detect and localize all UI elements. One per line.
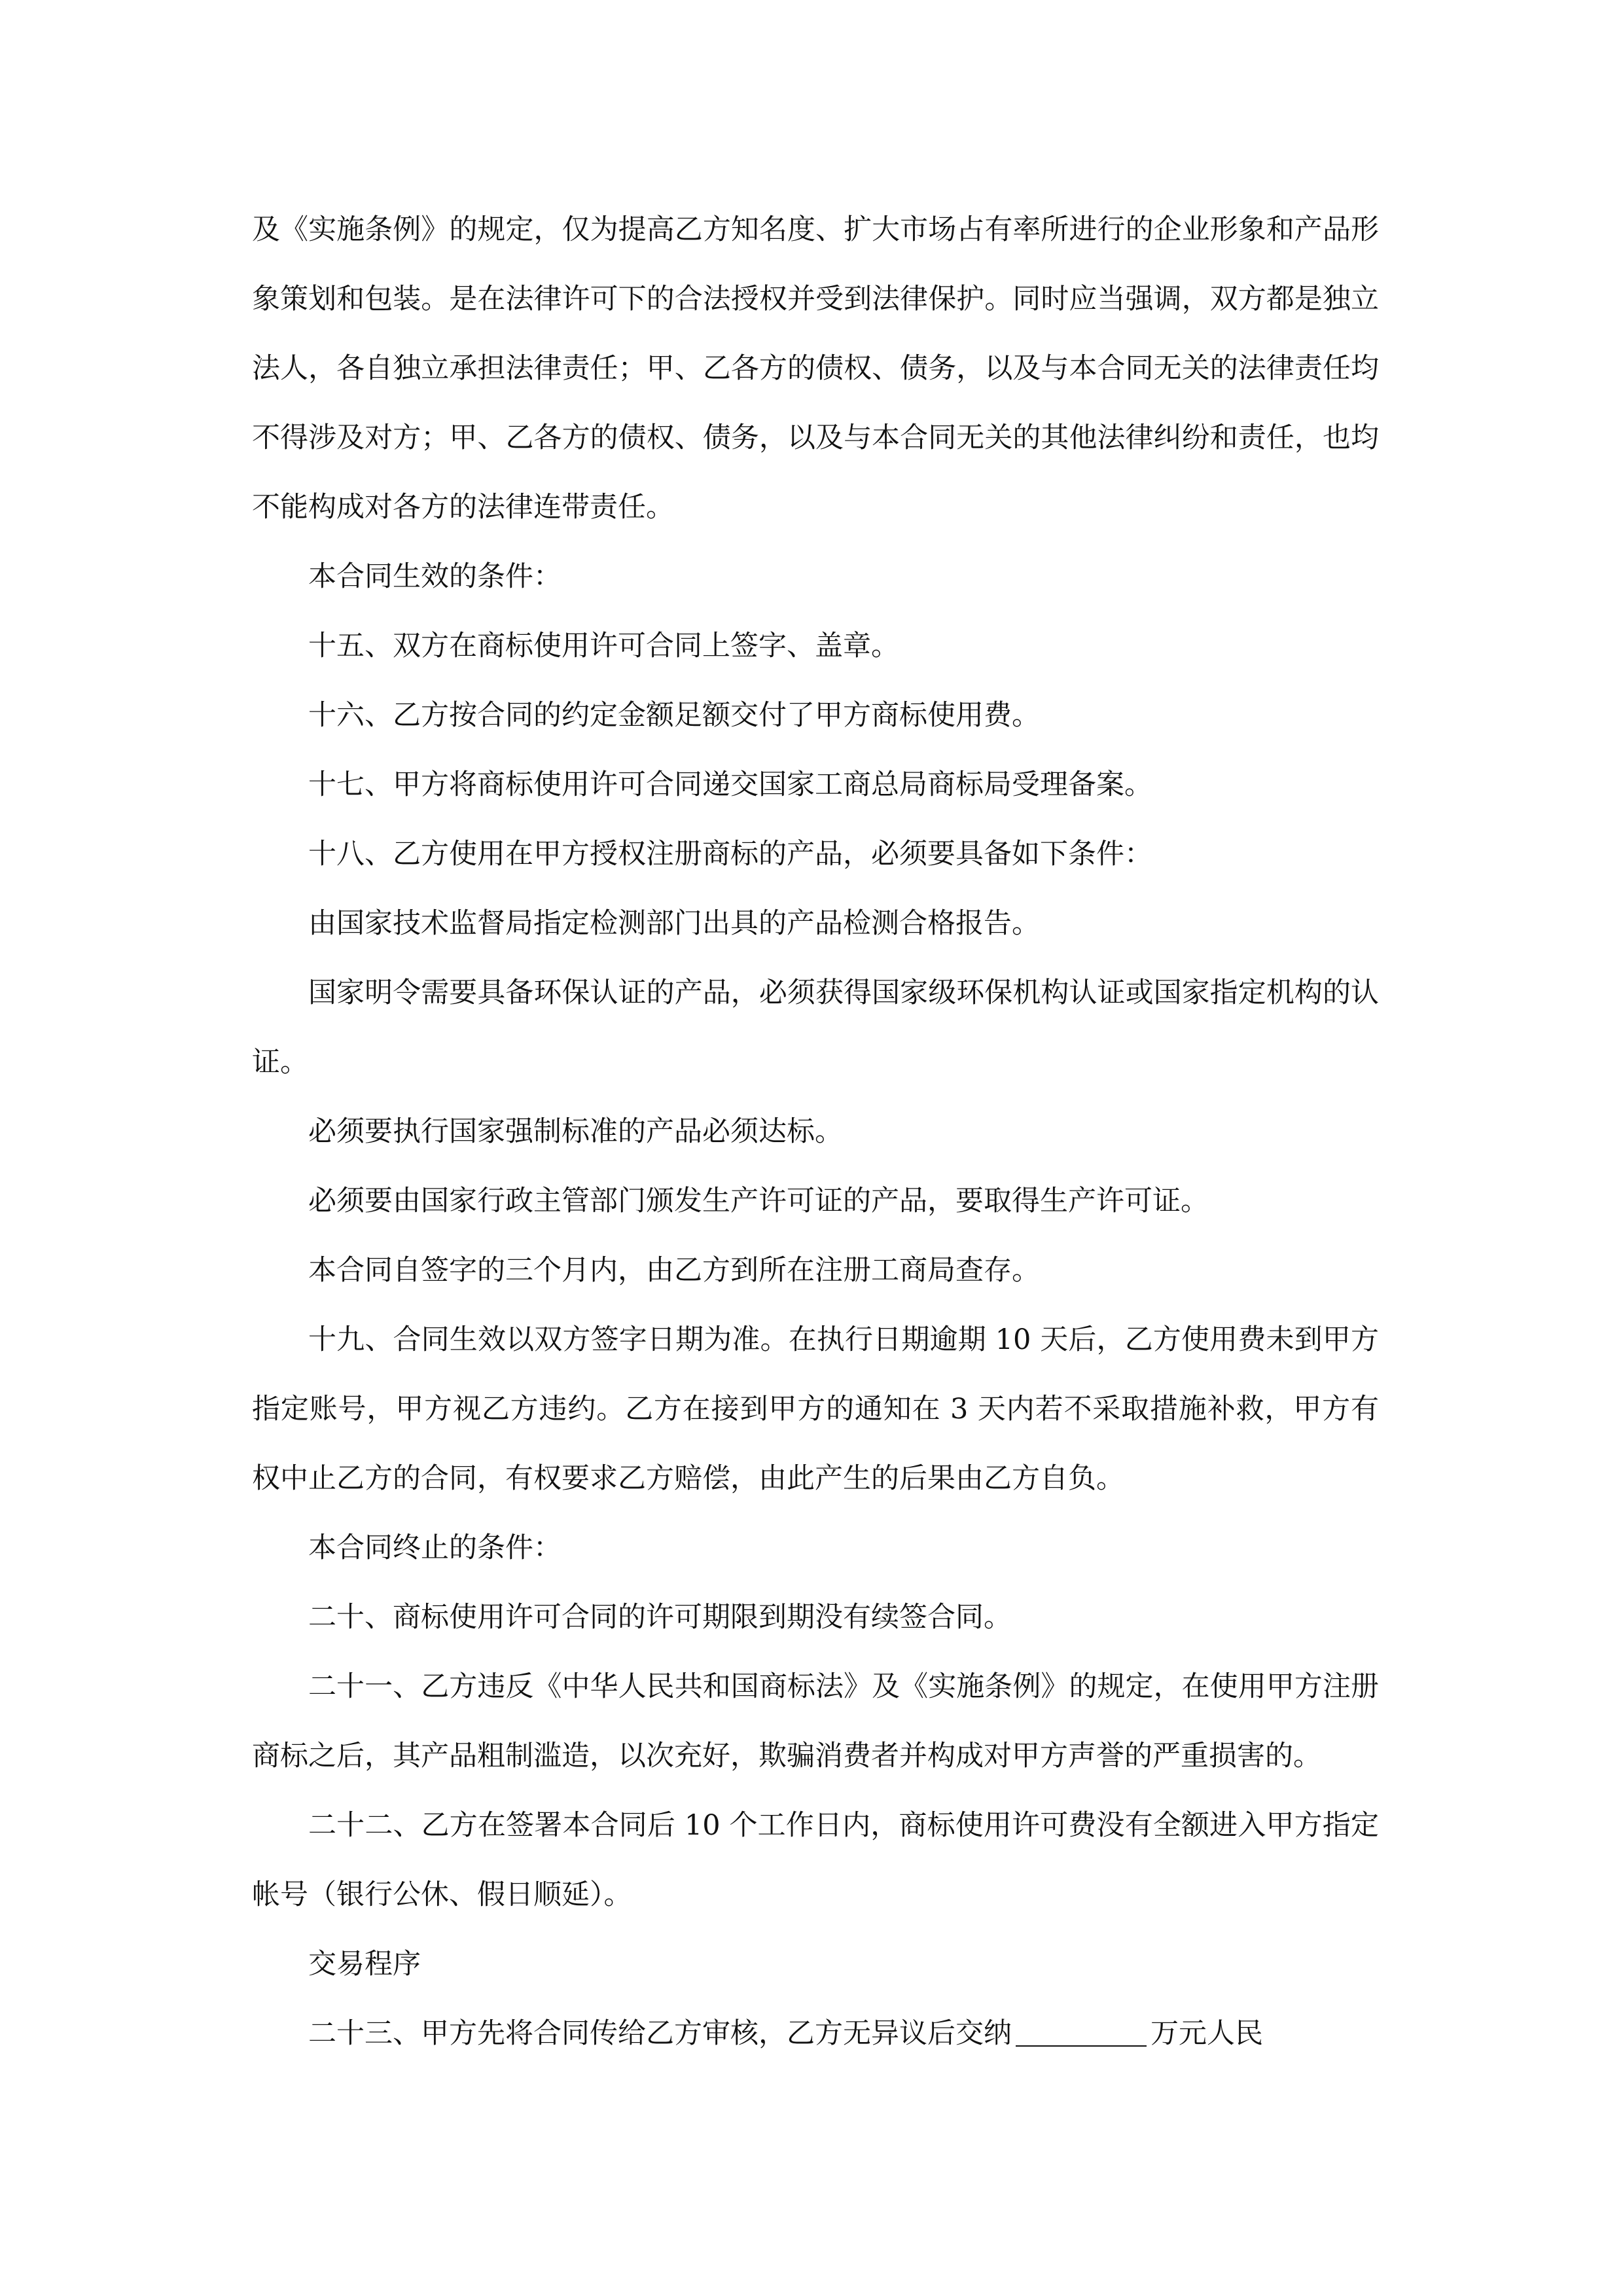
amount-blank-line xyxy=(1016,2017,1147,2047)
clause-17: 十七、甲方将商标使用许可合同递交国家工商总局商标局受理备案。 xyxy=(308,768,1152,801)
clause-23-text-before-blank: 二十三、甲方先将合同传给乙方审核，乙方无异议后交纳 xyxy=(308,2017,1012,2050)
section-heading-effective-conditions: 本合同生效的条件： xyxy=(308,560,562,593)
clause-21: 二十一、乙方违反《中华人民共和国商标法》及《实施条例》的规定，在使用甲方注册商标之后，其产品粗制滥造，以次充好，欺骗消费者并构成对甲方声誉的严重损害的。 xyxy=(252,1670,1379,1772)
clause-23-text-after-blank: 万元人民 xyxy=(1150,2017,1263,2050)
clause-23 xyxy=(252,1999,1379,2068)
clause-15: 十五、双方在商标使用许可合同上签字、盖章。 xyxy=(308,630,899,662)
section-heading-termination-conditions: 本合同终止的条件： xyxy=(308,1532,562,1564)
document-body xyxy=(252,195,1379,2068)
clause-19: 十九、合同生效以双方签字日期为准。在执行日期逾期 10 天后，乙方使用费未到甲方指定账号，甲方视乙方违约。乙方在接到甲方的通知在 3 天内若不采取措施补救，甲方有权中止乙方的合同，有权要求乙方赔偿，由此产生的后果由乙方自负。 xyxy=(252,1323,1379,1495)
clause-18: 十八、乙方使用在甲方授权注册商标的产品，必须要具备如下条件： xyxy=(308,838,1152,870)
clause-16: 十六、乙方按合同的约定金额足额交付了甲方商标使用费。 xyxy=(308,699,1040,732)
clause-18-condition-b: 国家明令需要具备环保认证的产品，必须获得国家级环保机构认证或国家指定机构的认证。 xyxy=(252,977,1379,1079)
paragraph-continuation: 及《实施条例》的规定，仅为提高乙方知名度、扩大市场占有率所进行的企业形象和产品形象策划和包装。是在法律许可下的合法授权并受到法律保护。同时应当强调，双方都是独立法人，各自独立承担法律责任；甲、乙各方的债权、债务，以及与本合同无关的法律责任均不得涉及对方；甲、乙各方的债权、债务，以及与本合同无关的其他法律纠纷和责任，也均不能构成对各方的法律连带责任。 xyxy=(252,213,1379,524)
clause-22: 二十二、乙方在签署本合同后 10 个工作日内，商标使用许可费没有全额进入甲方指定帐号（银行公休、假日顺延）。 xyxy=(252,1809,1379,1911)
clause-20: 二十、商标使用许可合同的许可期限到期没有续签合同。 xyxy=(308,1601,1012,1634)
clause-18-condition-d: 必须要由国家行政主管部门颁发生产许可证的产品，要取得生产许可证。 xyxy=(308,1185,1209,1217)
clause-18-condition-a: 由国家技术监督局指定检测部门出具的产品检测合格报告。 xyxy=(308,907,1040,940)
clause-18-condition-c: 必须要执行国家强制标准的产品必须达标。 xyxy=(308,1115,843,1148)
clause-18-condition-e: 本合同自签字的三个月内，由乙方到所在注册工商局查存。 xyxy=(308,1254,1040,1287)
section-heading-transaction-procedure: 交易程序 xyxy=(308,1948,421,1981)
